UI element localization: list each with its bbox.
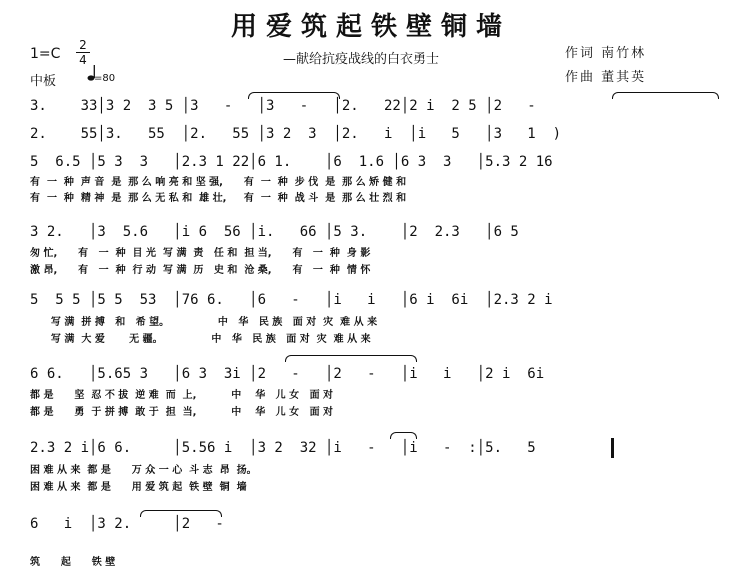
song-subtitle: —献给抗疫战线的白衣勇士 [283, 52, 440, 67]
slur-mark [390, 432, 417, 439]
lyric-row-4-verse-1: 匆 忙, 有 一 种 目 光 写 满 责 任 和 担 当, 有 一 种 身 影 [30, 248, 371, 259]
slur-mark [612, 92, 719, 99]
repeat-barline [611, 438, 614, 458]
time-signature [76, 38, 90, 67]
slur-mark [285, 355, 417, 362]
key-signature: 1=C [30, 46, 61, 62]
slur-mark [140, 510, 222, 517]
staff-row-7: 2.3 2 i│6 6. │5.56 i │3 2 32 │i - │i - :│5. 5 [30, 440, 536, 456]
lyric-row-3-verse-1: 有 一 种 声 音 是 那 么 响 亮 和 坚 强, 有 一 种 步 伐 是 那 么 矫 健 和 [30, 177, 407, 188]
tempo-value: =80 [94, 73, 116, 84]
lyric-row-8-verse-1: 筑 起 铁 壁 [30, 557, 116, 568]
staff-row-8: 6 i │3 2. │2 - [30, 516, 224, 532]
lyric-row-6-verse-1: 都 是 坚 忍 不 拔 逆 难 而 上, 中 华 儿 女 面 对 [30, 390, 334, 401]
lyric-row-3-verse-2: 有 一 种 精 神 是 那 么 无 私 和 雄 壮, 有 一 种 战 斗 是 那 么 壮 烈 和 [30, 193, 407, 204]
lyric-row-7-verse-1: 困 难 从 来 都 是 万 众 一 心 斗 志 昂 扬。 [30, 465, 257, 476]
staff-row-2: 2. 55│3. 55 │2. 55 │3 2 3 │2. i │i 5 │3 1 ) [30, 126, 562, 142]
composer-credit: 作曲 董其英 [565, 70, 647, 85]
time-signature-top: 2 [79, 38, 87, 52]
lyric-row-5-verse-1: 写 满 拼 搏 和 希 望。 中 华 民 族 面 对 灾 难 从 来 [30, 317, 378, 328]
lyricist-credit: 作词 南竹林 [565, 46, 647, 61]
staff-row-3: 5 6.5 │5 3 3 │2.3 1 22│6 1. │6 1.6 │6 3 3 │5.3 2 16 [30, 154, 553, 170]
staff-row-6: 6 6. │5.65 3 │6 3 3i │2 - │2 - │i i │2 i 6i [30, 366, 545, 382]
lyric-row-6-verse-2: 都 是 勇 于 拼 搏 敢 于 担 当, 中 华 儿 女 面 对 [30, 407, 334, 418]
staff-row-4: 3 2. │3 5.6 │i 6 56 │i. 66 │5 3. │2 2.3 │6 5 [30, 224, 519, 240]
staff-row-1: 3. 33│3 2 3 5 │3 - │3 - │2. 22│2 i 2 5 │2 - [30, 98, 536, 114]
slur-mark [248, 92, 340, 99]
tempo-label: 中板 [30, 74, 57, 89]
song-title: 用爱筑起铁壁铜墙 [230, 12, 511, 42]
lyric-row-7-verse-2: 困 难 从 来 都 是 用 爱 筑 起 铁 壁 铜 墙 [30, 482, 247, 493]
staff-row-5: 5 5 5 │5 5 53 │76 6. │6 - │i i │6 i 6i │2.3 2 i [30, 292, 553, 308]
lyric-row-4-verse-2: 激 昂, 有 一 种 行 动 写 满 历 史 和 沧 桑, 有 一 种 情 怀 [30, 265, 371, 276]
time-signature-bottom: 4 [76, 52, 90, 67]
lyric-row-5-verse-2: 写 满 大 爱 无 疆。 中 华 民 族 面 对 灾 难 从 来 [30, 334, 371, 345]
